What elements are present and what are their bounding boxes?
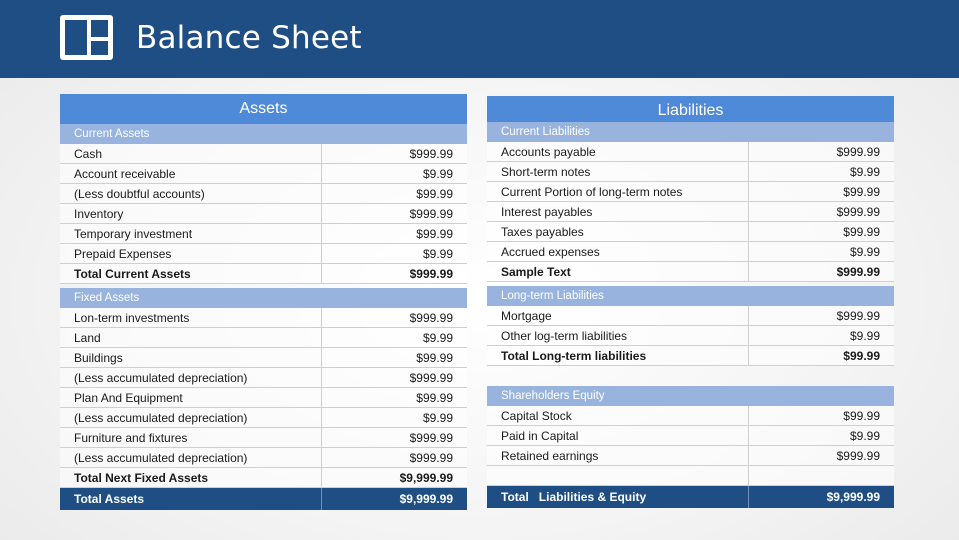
row-value: $9,999.99: [826, 490, 880, 504]
row-label: Total Long-term liabilities: [487, 346, 749, 365]
row-value: $9.99: [422, 331, 453, 345]
row-label: Total Current Assets: [60, 264, 322, 283]
table-row: [487, 406, 894, 426]
current-assets-header: Current Assets: [60, 124, 467, 144]
table-row: [487, 142, 894, 162]
row-label: Accrued expenses: [487, 242, 749, 261]
total-assets-row: [60, 488, 467, 510]
row-label: Lon-term investments: [60, 308, 322, 327]
row-value: $999.99: [836, 145, 880, 159]
table-row: [60, 144, 467, 164]
current-liabilities-header: Current Liabilities: [487, 122, 894, 142]
table-row: [60, 308, 467, 328]
row-label: Taxes payables: [487, 222, 749, 241]
row-value: $9.99: [849, 429, 880, 443]
table-row: [60, 368, 467, 388]
row-label: Mortgage: [487, 306, 749, 325]
row-label: Plan And Equipment: [60, 388, 322, 407]
row-value: $999.99: [836, 449, 880, 463]
row-label: (Less accumulated depreciation): [60, 368, 322, 387]
row-value: $9.99: [849, 329, 880, 343]
table-row: [60, 428, 467, 448]
row-value: $9.99: [849, 245, 880, 259]
row-value: $999.99: [409, 267, 453, 281]
row-label: Total Liabilities & Equity: [487, 486, 749, 508]
row-label: Furniture and fixtures: [60, 428, 322, 447]
shareholders-equity-rows: [487, 406, 894, 466]
row-label: (Less accumulated depreciation): [60, 448, 322, 467]
row-label: (Less doubtful accounts): [60, 184, 322, 203]
row-label: Inventory: [60, 204, 322, 223]
table-row: [60, 448, 467, 468]
row-label: Temporary investment: [60, 224, 322, 243]
row-label: Total Assets: [60, 488, 322, 510]
table-row: [60, 328, 467, 348]
row-value: $99.99: [843, 225, 880, 239]
page-title: Balance Sheet: [136, 20, 362, 56]
row-label: Short-term notes: [487, 162, 749, 181]
table-row: [60, 408, 467, 428]
row-label: Total Next Fixed Assets: [60, 468, 322, 487]
table-row: [487, 202, 894, 222]
total-longterm-liabilities-row: [487, 346, 894, 366]
row-label: Accounts payable: [487, 142, 749, 161]
row-label: Sample Text: [487, 262, 749, 281]
row-value: $999.99: [836, 205, 880, 219]
table-row: [487, 242, 894, 262]
row-value: $9,999.99: [399, 471, 453, 485]
table-row: [487, 222, 894, 242]
row-label: (Less accumulated depreciation): [60, 408, 322, 427]
table-row: [60, 388, 467, 408]
row-value: $9.99: [422, 247, 453, 261]
row-value: $99.99: [843, 185, 880, 199]
fixed-assets-header: Fixed Assets: [60, 288, 467, 308]
row-label: Account receivable: [60, 164, 322, 183]
table-row: [487, 326, 894, 346]
row-value: $9.99: [422, 411, 453, 425]
row-label: Interest payables: [487, 202, 749, 221]
row-value: $999.99: [409, 147, 453, 161]
table-row: [60, 244, 467, 264]
row-value: $999.99: [409, 371, 453, 385]
row-label: Paid in Capital: [487, 426, 749, 445]
row-value: $9,999.99: [399, 492, 453, 506]
row-value: $99.99: [843, 409, 880, 423]
current-liabilities-total-row: [487, 262, 894, 282]
liabilities-title: Liabilities: [487, 96, 894, 122]
row-value: $99.99: [416, 391, 453, 405]
fixed-assets-rows: [60, 308, 467, 468]
row-value: $9.99: [849, 165, 880, 179]
row-value: $999.99: [836, 265, 880, 279]
header-bar: [0, 0, 959, 78]
table-row: [487, 306, 894, 326]
row-value: $999.99: [409, 311, 453, 325]
longterm-liabilities-header: Long-term Liabilities: [487, 286, 894, 306]
total-liabilities-equity-row: [487, 486, 894, 508]
row-label: Retained earnings: [487, 446, 749, 465]
row-label: Land: [60, 328, 322, 347]
liabilities-table: [487, 96, 894, 508]
table-row: [487, 426, 894, 446]
row-label: Prepaid Expenses: [60, 244, 322, 263]
table-row: [60, 184, 467, 204]
table-row: [487, 162, 894, 182]
row-value: $99.99: [843, 349, 880, 363]
row-label: Current Portion of long-term notes: [487, 182, 749, 201]
layout-icon: [60, 15, 113, 60]
table-row: [60, 204, 467, 224]
current-assets-rows: [60, 144, 467, 264]
row-value: $999.99: [409, 431, 453, 445]
row-value: $999.99: [409, 451, 453, 465]
longterm-liabilities-rows: [487, 306, 894, 346]
row-value: $999.99: [836, 309, 880, 323]
row-value: $99.99: [416, 227, 453, 241]
current-liabilities-rows: [487, 142, 894, 262]
row-label: Buildings: [60, 348, 322, 367]
row-value: $99.99: [416, 187, 453, 201]
row-value: $9.99: [422, 167, 453, 181]
table-row: [487, 182, 894, 202]
row-value: $999.99: [409, 207, 453, 221]
row-label: Other log-term liabilities: [487, 326, 749, 345]
row-label: Capital Stock: [487, 406, 749, 425]
assets-title: Assets: [60, 94, 467, 124]
table-row: [60, 348, 467, 368]
row-label: Cash: [60, 144, 322, 163]
table-row: [60, 224, 467, 244]
empty-row: [487, 466, 894, 486]
row-value: $99.99: [416, 351, 453, 365]
total-current-assets-row: [60, 264, 467, 284]
table-row: [60, 164, 467, 184]
table-row: [487, 446, 894, 466]
total-fixed-assets-row: [60, 468, 467, 488]
shareholders-equity-header: Shareholders Equity: [487, 386, 894, 406]
assets-table: [60, 94, 467, 510]
